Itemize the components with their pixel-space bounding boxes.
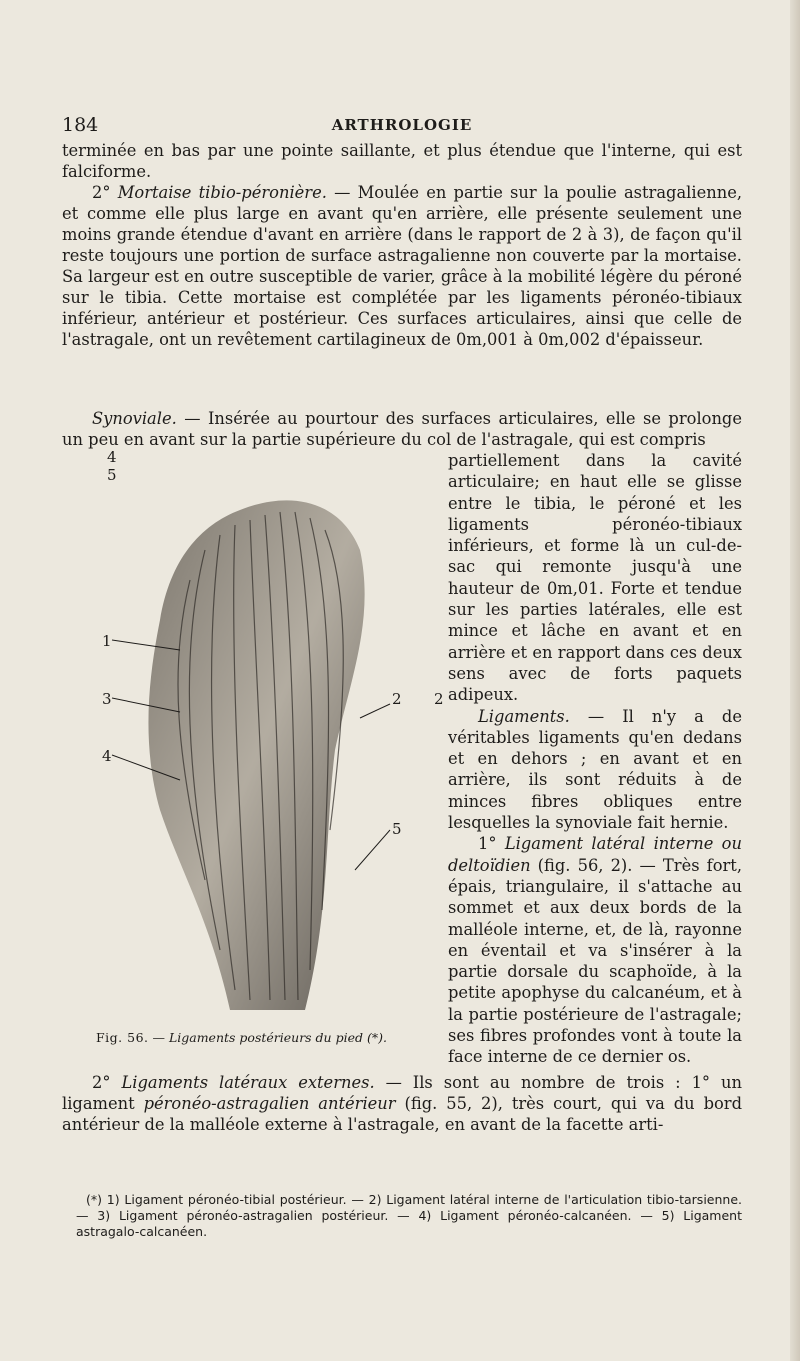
label-4-top: 4 <box>107 448 117 466</box>
caption-label: Fig. 56. <box>96 1030 149 1045</box>
bottom-text <box>62 1072 742 1135</box>
page-number: 184 <box>62 114 99 136</box>
ligament-interne-body: (fig. 56, 2). — Très fort, épais, triangulaire, il s'attache au sommet et aux deux bords de la malléole interne, et, de là, rayonne en éventail et va s'insérer à la partie dorsale du scaphoïde, à la petite apophyse du calcanéum, et à la partie postérieure de l'astragale; ses fibres profondes vont à toute la face interne de ce dernier os. <box>448 855 742 1067</box>
caption-text: — Ligaments postérieurs du pied (*). <box>148 1030 387 1045</box>
externes-text1: — Ils sont au nombre de trois : 1° un ligament <box>62 1073 742 1113</box>
page-header <box>62 114 742 140</box>
ligaments-body: — Il n'y a de véritables ligaments qu'en dedans et en dehors ; en avant et en arrière, ils sont réduits à de minces fibres obliques entre lesquelles la synoviale fait hernie. <box>448 706 742 833</box>
ligaments-externes-paragraph <box>62 1072 742 1135</box>
externes-title: Ligaments latéraux externes. <box>121 1073 375 1092</box>
page-edge <box>790 0 800 1361</box>
ligaments-paragraph <box>448 706 742 834</box>
label-5: 5 <box>392 820 402 838</box>
synoviale-lead <box>62 408 742 450</box>
ligaments-title: Ligaments. <box>478 706 570 726</box>
label-1: 1 <box>102 632 112 650</box>
label-2-right: 2 <box>434 690 444 708</box>
label-5-top: 5 <box>107 466 117 484</box>
label-3: 3 <box>102 690 112 708</box>
label-2-left: 2 <box>392 690 402 708</box>
ligament-interne-num: 1° <box>478 834 505 854</box>
running-head: ARTHROLOGIE <box>331 116 473 134</box>
footnote-text: (*) 1) Ligament péronéo-tibial postérieur. — 2) Ligament latéral interne de l'articulation tibio-tarsienne. — 3) Ligament péronéo-astragalien postérieur. — 4) Ligament péronéo-calcanéen. — 5) Ligament astragalo-calcanéen. <box>76 1192 742 1239</box>
figure-56 <box>90 448 444 1030</box>
synoviale-title: Synoviale. <box>92 409 177 428</box>
top-text <box>62 140 742 350</box>
externes-title2: péronéo-astragalien antérieur <box>143 1094 396 1113</box>
mortaise-num: 2° <box>92 183 118 202</box>
externes-num: 2° <box>92 1073 122 1092</box>
synoviale-continuation: partiellement dans la cavité articulaire; en haut elle se glisse entre le tibia, le péroné et les ligaments péronéo-tibiaux inférieurs, et forme là un cul-de-sac qui remonte jusqu'à une hauteur de 0m,01. Forte et tendue sur les parties latérales, elle est mince et lâche en avant et en arrière et en rapport dans ces deux sens avec de forts paquets adipeux. <box>448 451 742 705</box>
ligament-interne-title: Ligament latéral interne ou deltoïdien <box>448 834 742 875</box>
synoviale-paragraph <box>62 408 742 450</box>
footnote <box>76 1192 742 1240</box>
right-column <box>448 450 742 1068</box>
paragraph-continuation: terminée en bas par une pointe saillante, et plus étendue que l'interne, qui est falciforme. <box>62 141 742 181</box>
synoviale-body: — Insérée au pourtour des surfaces articulaires, elle se prolonge un peu en avant sur la partie supérieure du col de l'astragale, qui est compris <box>62 409 742 449</box>
ligament-interne-paragraph <box>448 833 742 1067</box>
externes-text2: (fig. 55, 2), très court, qui va du bord antérieur de la malléole externe à l'astragale, en avant de la facette arti- <box>62 1094 742 1134</box>
label-4: 4 <box>102 747 112 765</box>
ligament-illustration <box>90 450 440 1030</box>
mortaise-title: Mortaise tibio-péronière. <box>117 183 327 202</box>
mortaise-body: — Moulée en partie sur la poulie astragalienne, et comme elle plus large en avant qu'en arrière, elle présente seulement une moins grande étendue d'avant en arrière (dans le rapport de 2 à 3), de façon qu'il reste toujours une portion de surface astragalienne non couverte par la mortaise. Sa largeur est en outre susceptible de varier, grâce à la mobilité légère du péroné sur le tibia. Cette mortaise est complétée par les ligaments péronéo-tibiaux inférieur, antérieur et postérieur. Ces surfaces articulaires, ainsi que celle de l'astragale, ont un revêtement cartilagineux de 0m,001 à 0m,002 d'épaisseur. <box>62 183 743 349</box>
figure-caption <box>96 1030 387 1045</box>
paragraph-mortaise <box>62 182 742 350</box>
